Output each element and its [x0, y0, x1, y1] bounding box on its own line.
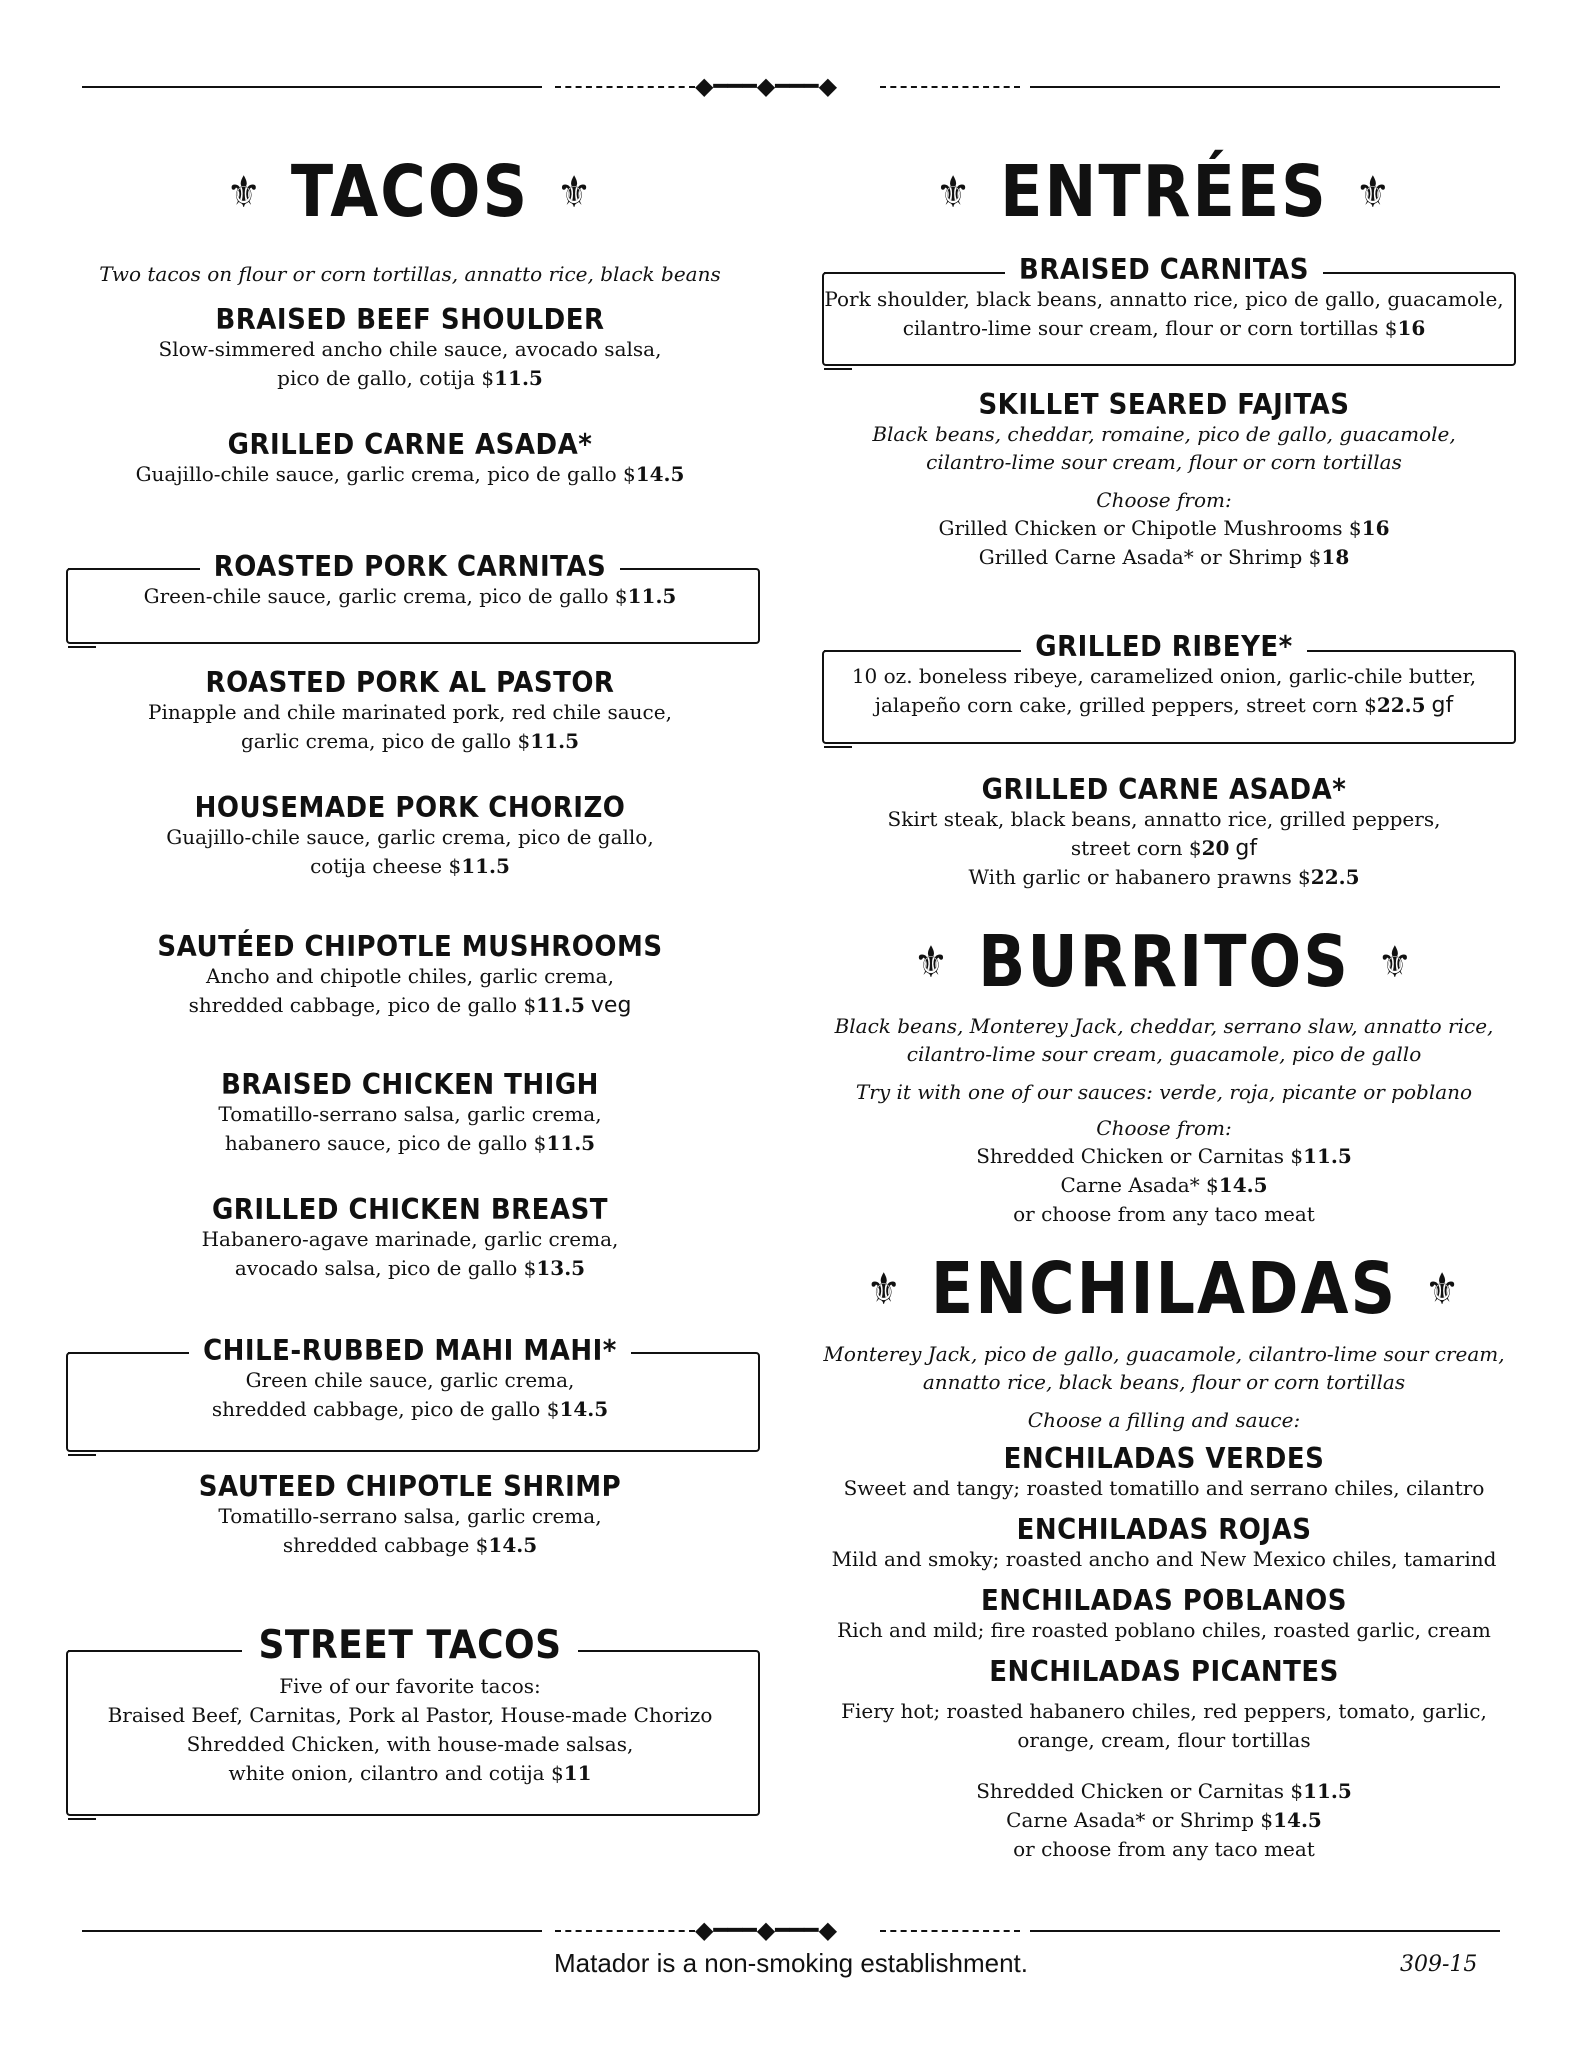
top-rule-dash-right	[880, 86, 1020, 88]
taco-item-carne-asada: GRILLED CARNE ASADA* Guajillo-chile sauce, garlic crema, pico de gallo $14.5	[135, 428, 685, 486]
enchiladas-details: Monterey Jack, pico de gallo, guacamole, cilantro-lime sour cream, annatto rice, black beans, flour or corn tortillas Choose a filling and sauce: ENCHILADAS VERDES Sweet and tangy; roasted tomatillo and serrano chiles, cilantro ENCHILADAS ROJAS Mild and smoky; roasted ancho and New Mexico chiles, tamarind ENCHILADAS POBLANOS Rich and mild; fire roasted poblano chiles, roasted garlic, cream ENCHILADAS PICANTES Fiery hot; roasted habanero chiles, red peppers, tomato, garlic, orange, cream, flour tortillas Shredded Chicken or Carnitas $11.5 Carne Asada* or Shrimp $14.5 or choose from any taco meat	[823, 1342, 1505, 1861]
entree-ribeye: GRILLED RIBEYE* 10 oz. boneless ribeye, caramelized onion, garlic-chile butter, jalapeño corn cake, grilled peppers, street corn $22.5 gf	[851, 630, 1477, 718]
taco-item-pork-carnitas: ROASTED PORK CARNITAS Green-chile sauce, garlic crema, pico de gallo $11.5	[143, 550, 677, 608]
taco-item-chorizo: HOUSEMADE PORK CHORIZO Guajillo-chile sauce, garlic crema, pico de gallo, cotija cheese $11.5	[166, 791, 654, 878]
taco-item-braised-beef: BRAISED BEEF SHOULDER Slow-simmered ancho chile sauce, avocado salsa, pico de gallo, cotija $11.5	[158, 303, 662, 390]
burritos-title: ⚜ BURRITOS ⚜	[914, 919, 1414, 1004]
fleur-right-icon: ⚜	[1377, 936, 1414, 987]
fleur-left-icon: ⚜	[914, 936, 951, 987]
entrees-title: ⚜ ENTRÉES ⚜	[936, 149, 1392, 234]
tacos-section	[60, 149, 760, 234]
fleur-left-icon: ⚜	[226, 166, 263, 217]
footer-code: 309-15	[1400, 1952, 1478, 1977]
fleur-right-icon: ⚜	[1355, 166, 1392, 217]
footer-notice: Matador is a non-smoking establishment.	[553, 1948, 1028, 1978]
veg-badge: veg	[590, 993, 632, 1018]
entree-braised-carnitas: BRAISED CARNITAS Pork shoulder, black beans, annatto rice, pico de gallo, guacamole, cilantro-lime sour cream, flour or corn tortillas $16	[824, 253, 1504, 340]
tacos-intro: Two tacos on flour or corn tortillas, annatto rice, black beans	[99, 262, 721, 286]
gf-badge: gf	[1431, 693, 1454, 718]
top-rule-right	[1030, 86, 1500, 88]
top-rule-left	[82, 86, 542, 88]
taco-item-mahi-mahi: CHILE-RUBBED MAHI MAHI* Green chile sauce, garlic crema, shredded cabbage, pico de gallo $14.5	[60, 1336, 760, 1424]
taco-item-al-pastor: ROASTED PORK AL PASTOR Pinapple and chile marinated pork, red chile sauce, garlic crema, pico de gallo $11.5	[148, 666, 672, 753]
entree-carne-asada: GRILLED CARNE ASADA* Skirt steak, black beans, annatto rice, grilled peppers, street corn $20 gf With garlic or habanero prawns $22.5	[887, 773, 1441, 889]
bottom-rule-ornament: ◆━━━◆━━━◆	[695, 1916, 838, 1944]
entree-fajitas: SKILLET SEARED FAJITAS Black beans, cheddar, romaine, pico de gallo, guacamole, cilantro-lime sour cream, flour or corn tortillas Choose from: Grilled Chicken or Chipotle Mushrooms $16 Grilled Carne Asada* or Shrimp $18	[872, 388, 1456, 569]
fleur-right-icon: ⚜	[557, 166, 594, 217]
taco-item-chicken-breast: GRILLED CHICKEN BREAST Habanero-agave marinade, garlic crema, avocado salsa, pico de gallo $13.5	[201, 1193, 619, 1280]
entrees-section	[808, 149, 1520, 234]
enchiladas-title: ⚜ ENCHILADAS ⚜	[866, 1246, 1462, 1331]
burritos-section	[808, 919, 1520, 1004]
street-tacos: STREET TACOS Five of our favorite tacos: Braised Beef, Carnitas, Pork al Pastor, House-made Chorizo Shredded Chicken, with house-made salsas, white onion, cilantro and cotija $11	[107, 1622, 713, 1785]
fleur-left-icon: ⚜	[936, 166, 973, 217]
taco-item-shrimp: SAUTEED CHIPOTLE SHRIMP Tomatillo-serrano salsa, garlic crema, shredded cabbage $14.5	[198, 1470, 622, 1557]
gf-badge: gf	[1235, 836, 1258, 861]
bottom-rule-right	[1030, 1930, 1500, 1932]
fleur-right-icon: ⚜	[1425, 1263, 1462, 1314]
taco-item-chicken-thigh: BRAISED CHICKEN THIGH Tomatillo-serrano salsa, garlic crema, habanero sauce, pico de gallo $11.5	[218, 1068, 602, 1155]
top-rule-dash-left	[555, 86, 695, 88]
bottom-rule-dash-left	[555, 1930, 695, 1932]
burritos-details: Black beans, Monterey Jack, cheddar, serrano slaw, annatto rice, cilantro-lime sour cream, guacamole, pico de gallo Try it with one of our sauces: verde, roja, picante or poblano Choose from: Shredded Chicken or Carnitas $11.5 Carne Asada* $14.5 or choose from any taco meat	[834, 1014, 1494, 1226]
bottom-rule-left	[82, 1930, 542, 1932]
enchiladas-section	[808, 1246, 1520, 1331]
top-rule-ornament: ◆━━━◆━━━◆	[695, 72, 838, 100]
taco-item-mushrooms: SAUTÉED CHIPOTLE MUSHROOMS Ancho and chipotle chiles, garlic crema, shredded cabbage, pico de gallo $11.5 veg	[157, 930, 663, 1018]
fleur-left-icon: ⚜	[866, 1263, 903, 1314]
tacos-title: ⚜ TACOS ⚜	[226, 149, 594, 234]
bottom-rule-dash-right	[880, 1930, 1020, 1932]
